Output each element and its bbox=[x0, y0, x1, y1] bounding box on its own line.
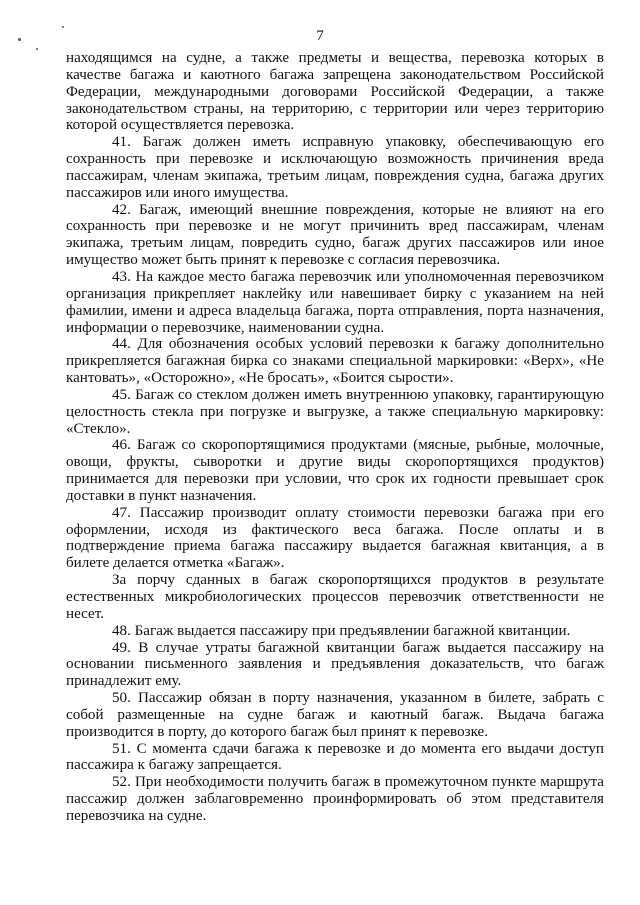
paragraph-44: 44. Для обозначения особых условий перевозки к багажу дополнительно прикрепляется багажная бирка со знаками специальной маркировки: «Верх», «Не кантовать», «Осторожно», «Не бросать», «Боится сырости». bbox=[66, 336, 604, 387]
paragraph-42: 42. Багаж, имеющий внешние повреждения, которые не влияют на его сохранность при перевозке и не могут причинить вред пассажирам, членам экипажа, третьим лицам, повредить судно, багаж других пассажиров или иное имущество может быть принят к перевозке с согласия перевозчика. bbox=[66, 201, 604, 269]
paragraph-47: 47. Пассажир производит оплату стоимости перевозки багажа при его оформлении, исходя из фактического веса багажа. После оплаты и в подтверждение приема багажа пассажиру выдается багажная квитанция, а в билете делается отметка «Багаж». bbox=[66, 504, 604, 572]
paragraph-43: 43. На каждое место багажа перевозчик или уполномоченная перевозчиком организация прикрепляет наклейку или навешивает бирку с указанием на ней фамилии, имени и адреса владельца багажа, порта отправления, порта назначения, информации о перевозчике, наименовании судна. bbox=[66, 268, 604, 336]
page-number: 7 bbox=[316, 28, 324, 44]
paragraph-45: 45. Багаж со стеклом должен иметь внутреннюю упаковку, гарантирующую целостность стекла при погрузке и выгрузке, а также специальную маркировку: «Стекло». bbox=[66, 386, 604, 437]
paragraph-46: 46. Багаж со скоропортящимися продуктами (мясные, рыбные, молочные, овощи, фрукты, сыворотки и другие виды скоропортящихся продуктов) принимается для перевозки при условии, что срок их годности превышает срок доставки в пункт назначения. bbox=[66, 437, 604, 504]
paragraph-48: 48. Багаж выдается пассажиру при предъявлении багажной квитанции. bbox=[112, 622, 571, 639]
paragraph-41: 41. Багаж должен иметь исправную упаковку, обеспечивающую его сохранность при перевозке и исключающую возможность причинения вреда пассажирам, членам экипажа, третьим лицам, повреждения судна, багажа других пассажиров или иного имущества. bbox=[66, 134, 604, 201]
paragraph-continuation: находящимся на судне, а также предметы и вещества, перевозка которых в качестве багажа и каютного багажа запрещена законодательством Российской Федерации, международными договорами Российской Федерации, а также законодательством страны, на территорию, с территории или через территорию которой осуществляется перевозка. bbox=[66, 50, 604, 134]
paragraph-50: 50. Пассажир обязан в порту назначения, указанном в билете, забрать с собой размещенные на судне багаж и каютный багаж. Выдача багажа производится в порту, до которого багаж был принят к перевозке. bbox=[66, 690, 604, 740]
paragraph-47-note: За порчу сданных в багаж скоропортящихся продуктов в результате естественных микробиологических процессов перевозчик ответственности не несет. bbox=[66, 572, 604, 622]
scan-speck bbox=[36, 48, 38, 50]
paragraph-49: 49. В случае утраты багажной квитанции багаж выдается пассажиру на основании письменного заявления и предъявления доказательств, что багаж принадлежит ему. bbox=[66, 639, 604, 690]
paragraph-52: 52. При необходимости получить багаж в промежуточном пункте маршрута пассажир должен заблаговременно проинформировать об этом представителя перевозчика на судне. bbox=[66, 774, 604, 824]
document-body bbox=[66, 50, 604, 825]
paragraph-51: 51. С момента сдачи багажа к перевозке и до момента его выдачи доступ пассажира к багажу запрещается. bbox=[66, 740, 604, 774]
